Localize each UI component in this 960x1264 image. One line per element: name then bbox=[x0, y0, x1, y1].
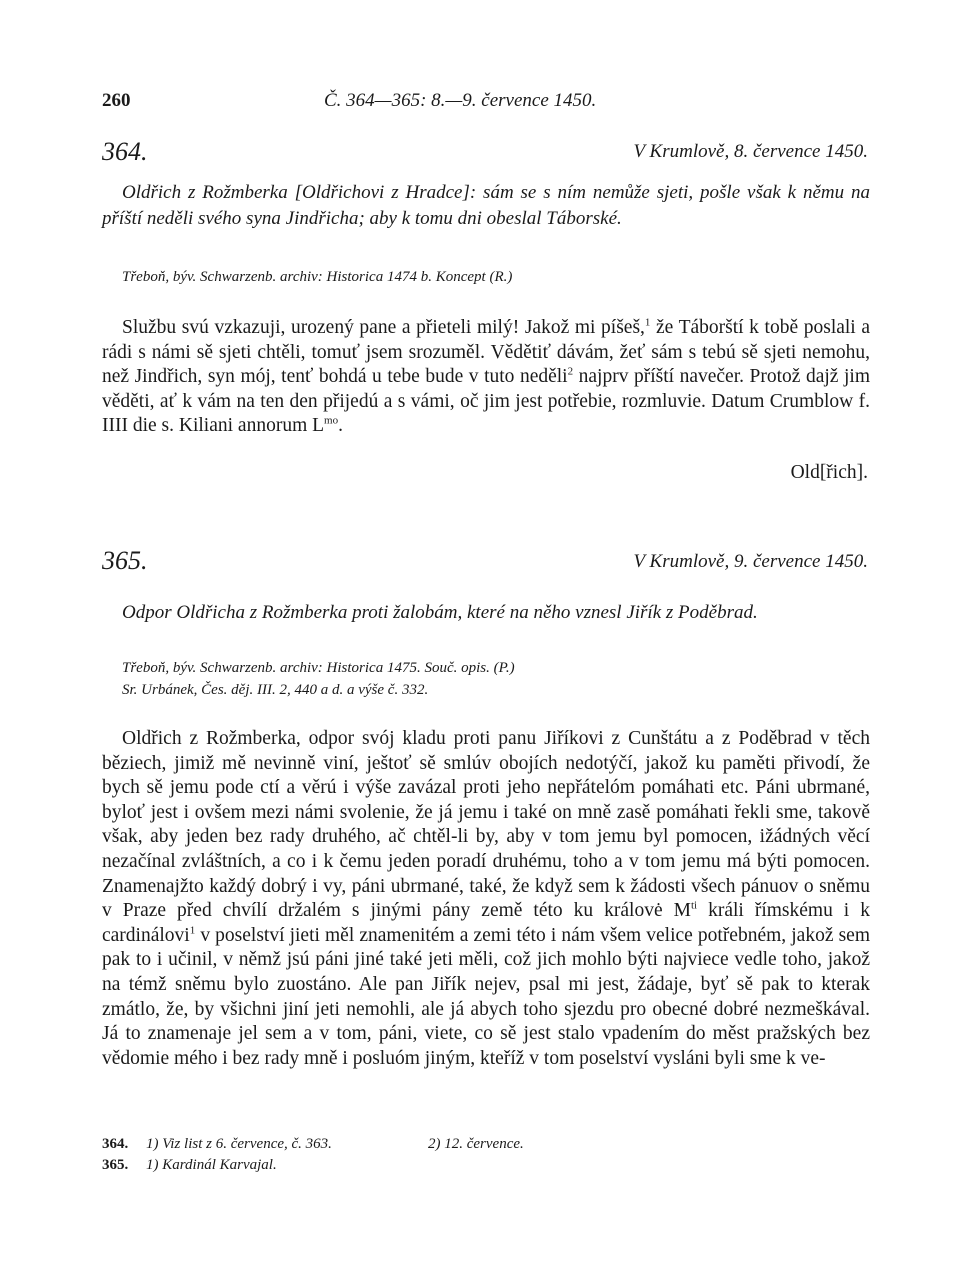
superscript-mo: mo bbox=[324, 414, 339, 427]
text-segment: najprv příští navečer. Protož dajž jim věděti, ať k vám na ten den přijedú a s vámi, oč jim jest potřebie, rozmluvie. Datum Crumblow f. IIII die s. Kiliani annorum L bbox=[102, 366, 870, 437]
document-number-364: 364. bbox=[102, 137, 148, 166]
footnote-doc-number: 364. bbox=[102, 1136, 129, 1152]
text-segment: Oldřich z Rožmberka, odpor svój kladu proti panu Jiříkovi z Cunštátu a z Poděbrad v těch běziech, jimiž mě nevinně viní, ještoť sě smlúv obojích nedotýčí, jakož ku paměti přivodí, že bych sě jemu pode ctí a věrú i výše zavázal proti jeho nepřátelóm pomáhati etc. Páni ubrmané, byloť jest i ovšem mezi námi svolenie, že já jemu i také on mně zasě pomáhati řekli sme, takově však, aby jeden bez rady druhého, ač chtěl-li by, aby v tom jemu byl pomocen, ižádných věcí nezačínal zvláštních, a co i k čemu jeden poradí druhému, toho a v tom jemu má býti pomocen. Znamenajžto každý dobrý i vy, páni ubrmané, také, že když sem k žádosti všech pánuov o sněmu v Praze před chvílí držalém s jinými pány země této ku královė M bbox=[102, 728, 870, 922]
text-segment: že Táborští k tobě poslali a rádi s námi sě sjeti chtěli, tomuť jsem srozuměl. Vědětiť dávám, žeť sám s tebú sě sjeti nemohu, než Jindřich, syn mój, tenť bohdá u tebe bude v tuto neděli bbox=[102, 317, 870, 388]
regest-365: Odpor Oldřicha z Rožmberka proti žalobám, které na něho vznesl Jiřík z Poděbrad. bbox=[122, 602, 758, 623]
running-title: Č. 364—365: 8.—9. července 1450. bbox=[324, 90, 597, 111]
place-date-364: V Krumlově, 8. července 1450. bbox=[633, 141, 868, 162]
letter-text-365 bbox=[102, 727, 870, 1071]
text-segment: . bbox=[338, 415, 343, 437]
footnote-ref-1: 1 bbox=[644, 316, 651, 329]
page-number: 260 bbox=[102, 90, 131, 111]
footnotes bbox=[102, 1134, 870, 1176]
text-segment: v poselství jieti měl znamenitém a zemi této i nám všem velice potřebném, jakož sem pak to i učinil, v němž jsú páni jiné také jeti měli, což jich mohlo býti najviece vedle toho, jakož na témž sněmu bylo zuostáno. Ale pan Jiřík nejev, psal mi jest, žádaje, byť sě pak to kterak zmátlo, že, by všichni jiní jeti nemohli, ale já abych toho sjezdu pro obecné dobré nezmeškával. Já to znamenaje jel sem a v tom, páni, viete, co sě jest stalo vpadením do měst pražských bez vědomie mého i bez rady mně i posluóm jiným, kteříž v tom poselství vysláni byli sme k ve- bbox=[102, 924, 870, 1069]
text-segment: králi římskému i k cardinálovi bbox=[102, 900, 870, 946]
letter-text-364 bbox=[102, 316, 870, 439]
archival-source-365 bbox=[122, 657, 515, 701]
signature-364: Old[řich]. bbox=[790, 462, 868, 483]
source-line: Třeboň, býv. Schwarzenb. archiv: Historica 1475. Souč. opis. (P.) bbox=[122, 660, 515, 676]
footnote-text: 1) Viz list z 6. července, č. 363. bbox=[146, 1136, 332, 1152]
footnote-doc-number: 365. bbox=[102, 1157, 129, 1173]
footnote-text: 1) Kardinál Karvajal. bbox=[146, 1157, 277, 1173]
place-date-365: V Krumlově, 9. července 1450. bbox=[633, 551, 868, 572]
regest-364: Oldřich z Rožmberka [Oldřichovi z Hradce]: sám se s ním nemůže sjeti, pošle však k němu na příští neděli svého syna Jindřicha; aby k tomu dni obeslal Táborské. bbox=[102, 182, 870, 229]
text-segment: Službu svú vzkazuji, urozený pane a přieteli milý! Jakož mi píšeš, bbox=[122, 317, 645, 338]
footnote-row bbox=[102, 1155, 870, 1176]
superscript-ti: ti bbox=[690, 899, 698, 912]
document-number-365: 365. bbox=[102, 546, 148, 575]
footnote-ref-2: 2 bbox=[567, 365, 574, 378]
archival-source-364: Třeboň, býv. Schwarzenb. archiv: Historica 1474 b. Koncept (R.) bbox=[122, 269, 513, 285]
footnote-ref-1: 1 bbox=[189, 924, 196, 937]
footnote-text: 2) 12. července. bbox=[428, 1136, 524, 1152]
footnote-row bbox=[102, 1134, 870, 1155]
source-line: Sr. Urbánek, Čes. děj. III. 2, 440 a d. a výše č. 332. bbox=[122, 682, 429, 698]
